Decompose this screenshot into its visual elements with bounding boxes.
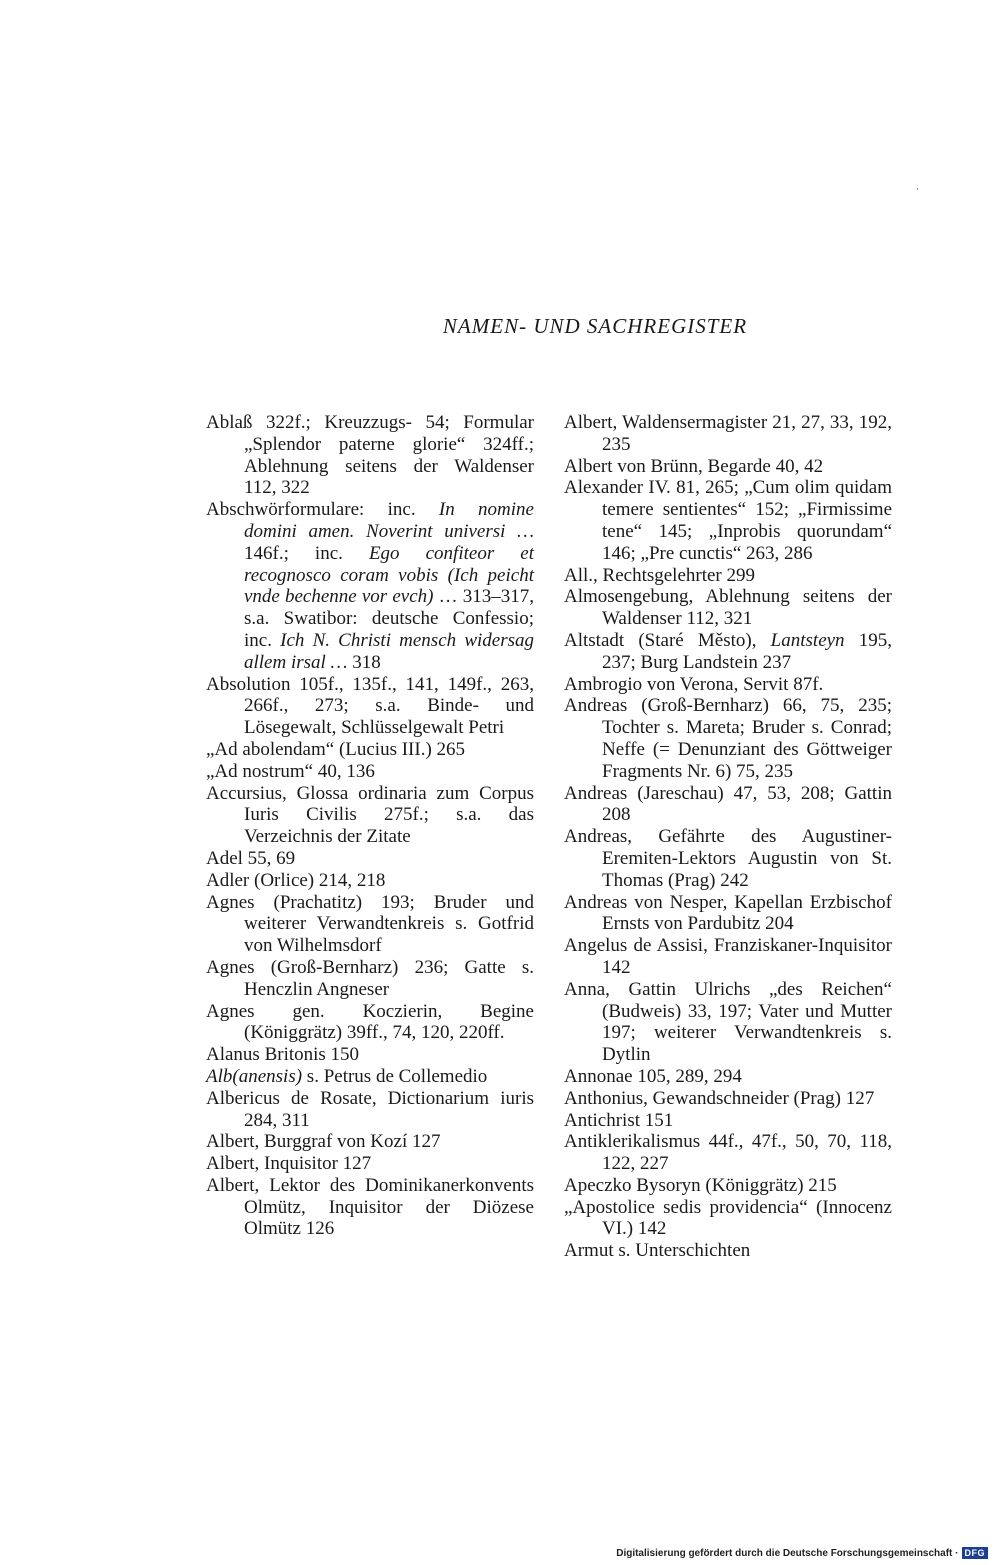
index-entry: Altstadt (Staré Město), Lantsteyn 195, 237; Burg Landstein 237 xyxy=(564,629,892,673)
dfg-logo-icon: DFG xyxy=(962,1547,989,1559)
index-entry: Albert, Lektor des Dominikanerkonvents Olmütz, Inquisitor der Diözese Olmütz 126 xyxy=(206,1174,534,1240)
index-entry: Adler (Orlice) 214, 218 xyxy=(206,869,386,891)
page-edge-mark xyxy=(917,188,918,190)
index-entry: Alb(anensis) s. Petrus de Collemedio xyxy=(206,1065,488,1087)
index-entry: „Ad abolendam“ (Lucius III.) 265 xyxy=(206,738,466,760)
index-entry: Albert, Burggraf von Kozí 127 xyxy=(206,1131,441,1153)
index-entry: Almosengebung, Ablehnung seitens der Waldenser 112, 321 xyxy=(564,586,892,630)
index-entry: Adel 55, 69 xyxy=(206,847,296,869)
index-entry: All., Rechtsgelehrter 299 xyxy=(564,564,756,586)
index-entry: Ablaß 322f.; Kreuzzugs- 54; Formular „Splendor paterne glorie“ 324ff.; Ablehnung seitens der Waldenser 112, 322 xyxy=(206,412,534,499)
index-entry: Anthonius, Gewandschneider (Prag) 127 xyxy=(564,1087,875,1109)
index-entry: Agnes (Groß-Bernharz) 236; Gatte s. Henczlin Angneser xyxy=(206,956,534,1000)
index-entry: Antiklerikalismus 44f., 47f., 50, 70, 118, 122, 227 xyxy=(564,1131,892,1175)
index-entry: Agnes (Prachatitz) 193; Bruder und weiterer Verwandtenkreis s. Gotfrid von Wilhelmsdorf xyxy=(206,891,534,957)
index-entry: Abschwörformulare: inc. In nomine domini amen. Noverint universi … 146f.; inc. Ego confiteor et recognosco coram vobis (Ich peicht vnde bechenne vor evch) … 313–317, s.a. Swatibor: deutsche Confessio; inc. Ich N. Christi mensch widersag allem irsal … 318 xyxy=(206,499,534,673)
footer-text: Digitalisierung gefördert durch die Deutsche Forschungsgemeinschaft · xyxy=(616,1547,959,1559)
index-column-left xyxy=(206,412,534,1240)
index-entry: Andreas (Jareschau) 47, 53, 208; Gattin 208 xyxy=(564,782,892,826)
footer-credit xyxy=(616,1547,988,1559)
page-title: NAMEN- UND SACHREGISTER xyxy=(442,314,748,338)
index-entry: Albert, Waldensermagister 21, 27, 33, 192, 235 xyxy=(564,412,892,455)
index-entry: Accursius, Glossa ordinaria zum Corpus Iuris Civilis 275f.; s.a. das Verzeichnis der Zitate xyxy=(206,782,534,848)
index-entry: Ambrogio von Verona, Servit 87f. xyxy=(564,673,824,695)
index-entry: Andreas von Nesper, Kapellan Erzbischof Ernsts von Pardubitz 204 xyxy=(564,891,892,935)
index-entry: Alexander IV. 81, 265; „Cum olim quidam temere sentientes“ 152; „Firmissime tene“ 145; „Inprobis quorundam“ 146; „Pre cunctis“ 263, 286 xyxy=(564,477,892,564)
index-entry: Agnes gen. Koczierin, Begine (Königgrätz) 39ff., 74, 120, 220ff. xyxy=(206,1000,534,1044)
index-entry: „Ad nostrum“ 40, 136 xyxy=(206,760,375,782)
index-column-right xyxy=(564,412,892,1262)
index-entry: „Apostolice sedis providencia“ (Innocenz VI.) 142 xyxy=(564,1196,892,1240)
index-entry: Armut s. Unterschichten xyxy=(564,1240,751,1262)
index-entry: Annonae 105, 289, 294 xyxy=(564,1065,742,1087)
index-entry: Alanus Britonis 150 xyxy=(206,1044,360,1066)
index-entry: Albert von Brünn, Begarde 40, 42 xyxy=(564,455,824,477)
index-entry: Anna, Gattin Ulrichs „des Reichen“ (Budweis) 33, 197; Vater und Mutter 197; weiterer Verwandtenkreis s. Dytlin xyxy=(564,978,892,1066)
index-entry: Antichrist 151 xyxy=(564,1109,674,1131)
index-entry: Andreas (Groß-Bernharz) 66, 75, 235; Tochter s. Mareta; Bruder s. Conrad; Neffe (= Denunziant des Göttweiger Fragments Nr. 6) 75, 235 xyxy=(564,695,892,782)
index-entry: Albert, Inquisitor 127 xyxy=(206,1153,372,1175)
index-entry: Albericus de Rosate, Dictionarium iuris 284, 311 xyxy=(206,1087,534,1131)
index-entry: Apeczko Bysoryn (Königgrätz) 215 xyxy=(564,1174,837,1196)
index-entry: Andreas, Gefährte des Augustiner-Eremiten-Lektors Augustin von St. Thomas (Prag) 242 xyxy=(564,826,892,891)
index-entry: Absolution 105f., 135f., 141, 149f., 263, 266f., 273; s.a. Binde- und Lösegewalt, Schlüsselgewalt Petri xyxy=(206,673,534,739)
index-entry: Angelus de Assisi, Franziskaner-Inquisitor 142 xyxy=(564,935,892,978)
